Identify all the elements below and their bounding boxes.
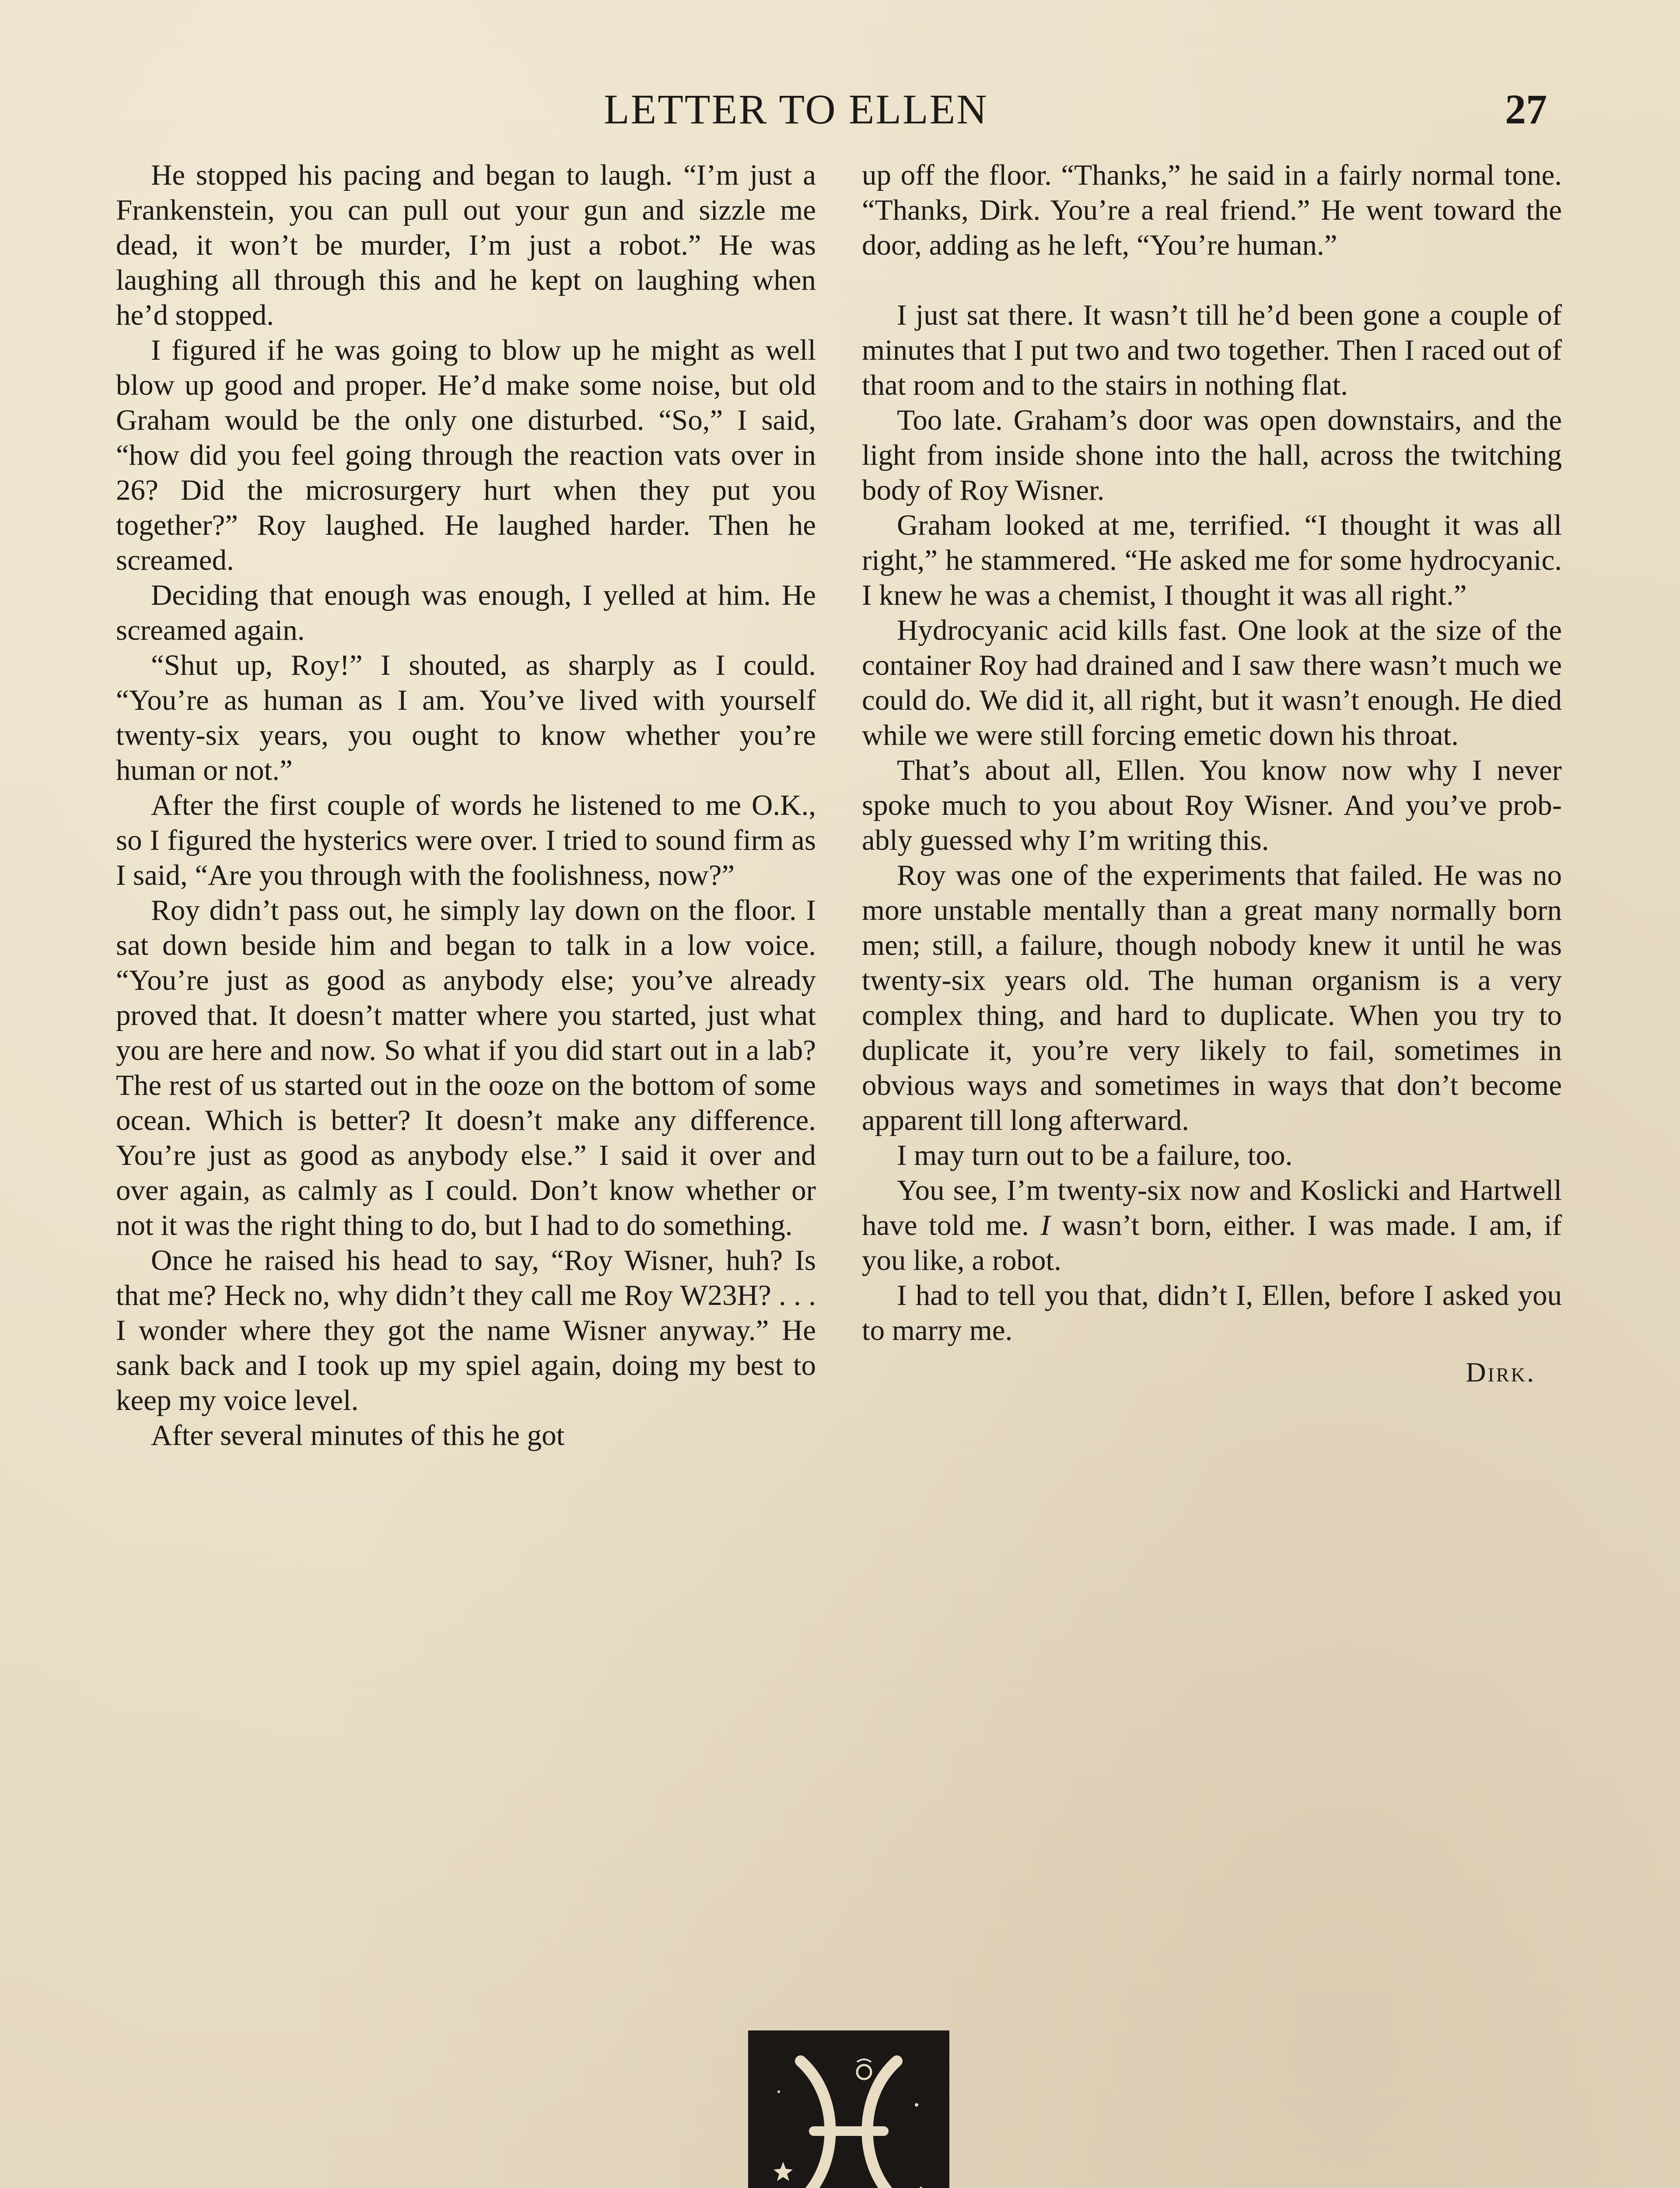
- paragraph: After several minutes of this he got: [151, 1419, 565, 1452]
- text-run: You see, I’m twenty-six now and Koslicki and Hartwell have told me.: [862, 1174, 1562, 1241]
- page-number: 27: [1505, 86, 1547, 133]
- left-column: [116, 158, 816, 1453]
- paragraph: He stopped his pacing and began to laugh. “I’m just a Frankenstein, you can pull out your gun and sizzle me dead, it won’t be murder, I’m just a robot.” He was laughing all through this and he kept on laughing when he’d stopped.: [116, 159, 816, 331]
- paragraph: Too late. Graham’s door was open downstairs, and the light from inside shone into the hall, across the twitching body of Roy Wisner.: [862, 404, 1562, 506]
- paragraph: Deciding that enough was enough, I yelled at him. He screamed again.: [116, 579, 816, 646]
- right-column: [862, 158, 1562, 1390]
- paragraph: I figured if he was going to blow up he might as well blow up good and proper. He’d make some noise, but old Graham would be the only one disturbed. “So,” I said, “how did you feel going through the reaction vats over in 26? Did the microsurgery hurt when they put you together?” Roy laughed. He laughed harder. Then he screamed.: [116, 334, 816, 576]
- closing-paragraph: I had to tell you that, didn’t I, Ellen, before I asked you to marry me.: [862, 1279, 1562, 1346]
- emphasis: I: [1040, 1209, 1050, 1241]
- running-head: [0, 83, 1680, 136]
- paragraph: That’s about all, Ellen. You know now why I never spoke much to you about Roy Wisner. And you’ve probably guessed why I’m writing this.: [862, 754, 1562, 856]
- paragraph: “Shut up, Roy!” I shouted, as sharply as I could. “You’re as human as I am. You’ve lived with yourself twenty-six years, you ought to know whether you’re human or not.”: [116, 649, 816, 786]
- continued-paragraph: up off the floor. “Thanks,” he said in a fairly normal tone. “Thanks, Dirk. You’re a real friend.” He went toward the door, adding as he left, “You’re human.”: [862, 159, 1562, 261]
- paragraph: I may turn out to be a failure, too.: [897, 1139, 1293, 1171]
- signature: Dirk.: [1466, 1357, 1536, 1388]
- paragraph: Hydrocyanic acid kills fast. One look at the size of the container Roy had drained and I saw there wasn’t much we could do. We did it, all right, but it wasn’t enough. He died while we were still forcing emetic down his throat.: [862, 614, 1562, 751]
- text-run: wasn’t born, either. I was made. I am, if you like, a robot.: [862, 1209, 1562, 1276]
- running-title: LETTER TO ELLEN: [604, 86, 988, 133]
- paragraph: I just sat there. It wasn’t till he’d been gone a couple of minutes that I put two and two together. Then I raced out of that room and to the stairs in nothing flat.: [862, 299, 1562, 401]
- paragraph: Roy didn’t pass out, he simply lay down on the floor. I sat down beside him and began to talk in a low voice. “You’re just as good as anybody else; you’ve already proved that. It doesn’t matter where you started, just what you are here and now. So what if you did start out in a lab? The rest of us started out in the ooze on the bottom of some ocean. Which is better? It doesn’t make any difference. You’re just as good as anybody else.” I said it over and over again, as calmly as I could. Don’t know whether or not it was the right thing to do, but I had to do something.: [116, 894, 816, 1241]
- paragraph: After the first couple of words he listened to me O.K., so I figured the hysterics were over. I tried to sound firm as I said, “Are you through with the foolishness, now?”: [116, 789, 816, 891]
- pisces-emblem-icon: [748, 2030, 949, 2188]
- paragraph: Graham looked at me, terrified. “I thought it was all right,” he stammered. “He asked me for some hydrocyanic. I knew he was a chemist, I thought it was all right.”: [862, 509, 1562, 611]
- paragraph: Roy was one of the experiments that failed. He was no more unstable mentally than a great many normally born men; still, a failure, though nobody knew it until he was twenty-six years old. The human organism is a very complex thing, and hard to duplicate. When you try to duplicate it, you’re very likely to fail, sometimes in obvious ways and sometimes in ways that don’t become apparent till long afterward.: [862, 859, 1562, 1136]
- paragraph: [862, 1173, 1562, 1278]
- paragraph: Once he raised his head to say, “Roy Wisner, huh? Is that me? Heck no, why didn’t they call me Roy W23H? . . . I wonder where they got the name Wisner anyway.” He sank back and I took up my spiel again, doing my best to keep my voice level.: [116, 1244, 816, 1417]
